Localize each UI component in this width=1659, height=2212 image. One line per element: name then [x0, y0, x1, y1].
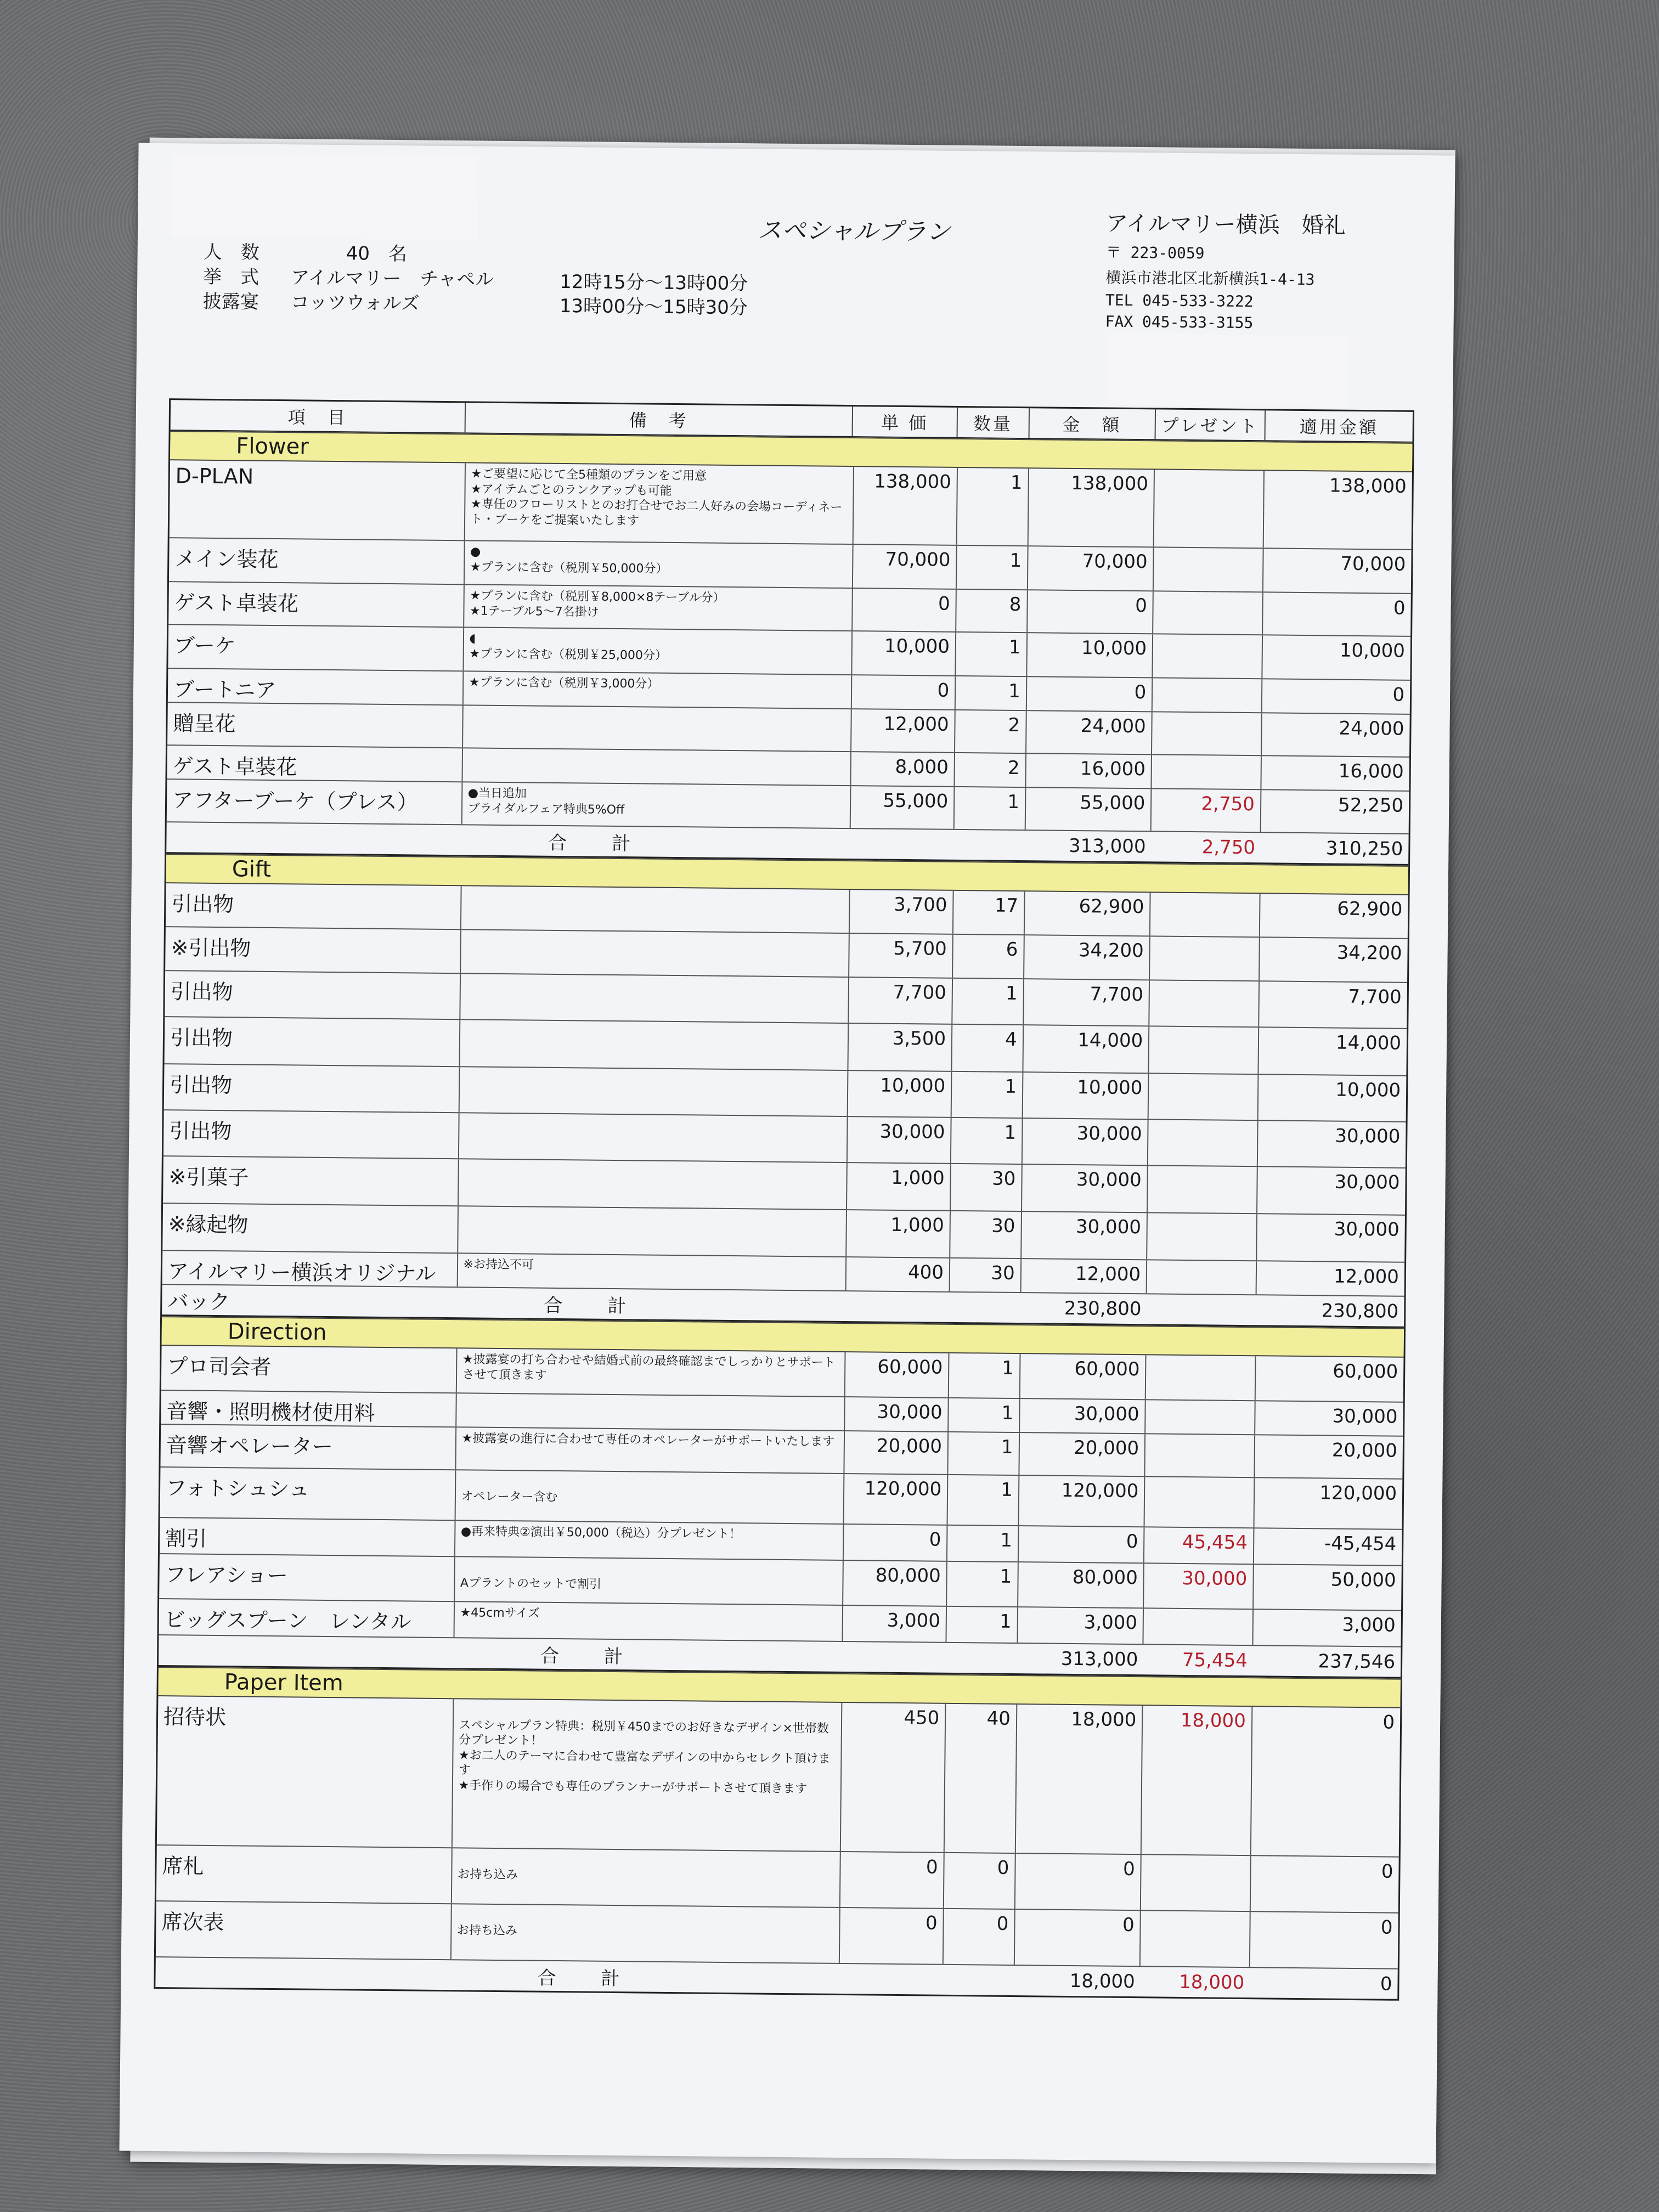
cell-amount: 80,000	[1018, 1562, 1144, 1607]
total-label: 合 計	[548, 832, 644, 855]
cell-qty: 1	[955, 787, 1026, 830]
cell-item: 音響・照明機材使用料	[161, 1391, 456, 1426]
section-flower	[165, 431, 1414, 866]
cell-applied: 52,250	[1338, 794, 1404, 817]
total-present: 75,454	[1182, 1649, 1248, 1672]
cell-present: 2,750	[1152, 789, 1261, 832]
total-label: 合 計	[544, 1294, 640, 1317]
cell-note: Aプラントのセットで割引	[455, 1557, 844, 1605]
cell-applied: 30,000	[1334, 1218, 1400, 1241]
cell-amount: 20,000	[1019, 1433, 1146, 1476]
cell-note	[459, 1159, 848, 1209]
cell-qty: 1	[952, 979, 1024, 1024]
cell-present	[1149, 1026, 1259, 1074]
section-gift	[160, 854, 1410, 1328]
cell-applied: 70,000	[1340, 552, 1406, 575]
cell-price: 80,000	[843, 1561, 947, 1606]
cell-amount: 24,000	[1026, 711, 1153, 754]
cell-price: 0	[839, 1908, 944, 1964]
cell-qty: 1	[947, 1562, 1018, 1606]
cell-amount: 12,000	[1021, 1259, 1147, 1293]
cell-item: ※縁起物	[162, 1204, 458, 1252]
cell-applied: 16,000	[1338, 760, 1404, 783]
hiroen-label: 披露宴	[202, 290, 259, 313]
cell-price: 1,000	[847, 1163, 951, 1210]
cell-price: 10,000	[848, 1071, 952, 1117]
cell-applied: 62,900	[1337, 898, 1403, 921]
cell-qty: 1	[957, 468, 1029, 545]
cell-price: 450	[840, 1703, 946, 1852]
section-title: Paper Item	[158, 1667, 1400, 1708]
cell-note: お持ち込み	[451, 1904, 840, 1963]
cell-note: ※お持込不可	[458, 1254, 847, 1290]
cell-amount: 138,000	[1028, 469, 1155, 546]
cell-note: ★披露宴の進行に合わせて専任のオペレーターがサポートいたします	[456, 1427, 845, 1473]
section-title: Flower	[170, 431, 1412, 472]
cell-applied: 12,000	[1333, 1265, 1400, 1288]
total-label: 合 計	[537, 1967, 633, 1990]
cell-amount: 30,000	[1022, 1165, 1148, 1212]
cell-item: 割引	[160, 1518, 455, 1556]
column-header-present: プレゼント	[1155, 409, 1266, 440]
cell-item: 招待状	[157, 1696, 454, 1847]
cell-price: 30,000	[847, 1117, 951, 1163]
ninzu-label: 人 数	[203, 241, 259, 264]
cell-note: お持ち込み	[452, 1848, 840, 1907]
cell-note: ●再来特典②演出￥50,000（税込）分プレゼント！	[455, 1521, 844, 1560]
cell-qty: 6	[953, 935, 1024, 978]
cell-qty: 1	[956, 676, 1027, 710]
cell-applied: 14,000	[1335, 1031, 1402, 1054]
cell-qty: 1	[948, 1475, 1020, 1525]
cell-note	[456, 1393, 845, 1430]
cell-price: 0	[843, 1525, 947, 1561]
cell-applied: 0	[1392, 684, 1405, 706]
cell-note	[460, 974, 849, 1023]
column-header-item: 項 目	[171, 400, 466, 432]
cell-note: ◖ ★プランに含む（税別￥25,000分）	[464, 628, 853, 674]
cell-price: 8,000	[851, 752, 955, 786]
cell-applied: 7,700	[1348, 985, 1402, 1008]
cell-note	[463, 706, 852, 751]
cell-present	[1148, 1166, 1257, 1213]
cell-item: プロ司会者	[161, 1346, 457, 1392]
cell-amount: 7,700	[1024, 979, 1150, 1025]
cell-item: 引出物	[165, 971, 460, 1019]
cell-note	[458, 1206, 847, 1256]
cell-applied: 10,000	[1339, 639, 1406, 662]
cell-qty: 1	[949, 1432, 1020, 1475]
cell-note	[459, 1067, 848, 1116]
cell-price: 70,000	[853, 545, 957, 589]
cell-present	[1144, 1609, 1254, 1645]
column-header-price: 単 価	[853, 407, 958, 437]
cell-qty: 0	[944, 1909, 1015, 1965]
cell-note	[461, 930, 850, 977]
cell-item: ※引菓子	[163, 1156, 459, 1205]
cell-note: オペレーター含む	[455, 1470, 844, 1523]
cell-qty: 2	[955, 710, 1026, 753]
cell-item: ビッグスプーン レンタル	[159, 1599, 455, 1637]
section-title: Direction	[162, 1316, 1404, 1358]
cell-qty: 40	[945, 1704, 1017, 1853]
cell-amount: 30,000	[1023, 1119, 1149, 1165]
cell-amount: 18,000	[1016, 1705, 1143, 1854]
cell-present	[1147, 1260, 1257, 1294]
cell-amount: 70,000	[1028, 546, 1154, 590]
total-applied: 237,546	[1318, 1650, 1396, 1673]
cell-price: 0	[851, 675, 956, 709]
cell-amount: 120,000	[1019, 1476, 1145, 1526]
cell-price: 1,000	[847, 1210, 951, 1257]
cell-note: ★披露宴の打ち合わせや結婚式前の最終確認までしっかりとサポートさせて頂きます	[456, 1348, 845, 1396]
cell-present	[1152, 712, 1262, 755]
cell-item: メイン装花	[169, 538, 465, 584]
cell-qty: 1	[949, 1353, 1020, 1398]
kyoshiki-label: 挙 式	[203, 266, 259, 289]
cell-price: 3,500	[848, 1024, 952, 1071]
column-header-applied: 適用金額	[1299, 416, 1379, 438]
cell-item: 引出物	[166, 883, 461, 929]
estimate-sheet	[119, 143, 1455, 2164]
column-header-amount: 金 額	[1029, 408, 1156, 439]
cell-item: 贈呈花	[167, 703, 463, 747]
cell-applied: 120,000	[1319, 1482, 1397, 1505]
cell-applied: 30,000	[1332, 1405, 1398, 1428]
cell-note: スペシャルプラン特典：税別￥450までのお好きなデザイン×世帯数分プレゼント！ ★お二人のテーマに合わせて豊富なデザインの中からセレクト頂けます ★手作りの場合でも専任のプランナーがサポートさせて頂きます	[452, 1699, 842, 1851]
total-amount: 313,000	[1068, 834, 1146, 858]
document-title: スペシャルプラン	[757, 216, 951, 246]
cell-applied: -45,454	[1324, 1532, 1397, 1555]
cell-price: 7,700	[849, 978, 953, 1024]
total-amount: 230,800	[1064, 1297, 1142, 1321]
cell-present	[1146, 1400, 1255, 1434]
total-amount: 18,000	[1069, 1970, 1135, 1993]
hiroen-value: コッツウォルズ	[290, 291, 420, 315]
company-tel: TEL 045-533-3222	[1105, 291, 1254, 311]
total-applied: 310,250	[1325, 837, 1403, 860]
cell-applied: 0	[1383, 1711, 1395, 1734]
cell-qty: 2	[955, 753, 1026, 787]
cell-price: 0	[840, 1852, 944, 1908]
cell-applied: 34,200	[1336, 941, 1402, 964]
cell-amount: 0	[1027, 677, 1153, 711]
cell-present	[1153, 591, 1263, 634]
cell-qty: 1	[947, 1526, 1019, 1561]
cell-item: ※引出物	[165, 927, 461, 973]
cell-applied: 3,000	[1342, 1613, 1396, 1637]
cell-note: ★プランに含む（税別￥3,000分）	[463, 672, 852, 708]
cell-present	[1152, 755, 1262, 789]
cell-qty: 30	[950, 1211, 1022, 1258]
hiroen-time: 13時00分～15時30分	[559, 295, 748, 319]
cell-present	[1147, 1213, 1257, 1260]
cell-present	[1150, 893, 1260, 936]
cell-note: ★ご要望に応じて全5種類のプランをご用意 ★アイテムごとのランクアップも可能 ★専任のフローリストとのお打合せでお二人好みの会場コーディネート・ブーケをご提案いたします	[465, 463, 854, 544]
cell-item: 音響オペレーター	[160, 1425, 456, 1469]
cell-applied: 0	[1381, 1860, 1393, 1883]
total-applied: 230,800	[1321, 1300, 1399, 1323]
cell-applied: 50,000	[1330, 1568, 1396, 1592]
cell-qty: 17	[953, 891, 1025, 934]
cell-present	[1146, 1434, 1255, 1477]
redacted-area	[171, 154, 478, 239]
cell-applied: 0	[1393, 597, 1406, 619]
cell-item: D-PLAN	[170, 460, 466, 540]
cell-item: ブーケ	[168, 625, 464, 670]
cell-price: 5,700	[849, 934, 953, 978]
company-fax: FAX 045-533-3155	[1105, 312, 1254, 332]
cell-applied: 24,000	[1339, 717, 1404, 740]
cell-qty: 4	[952, 1025, 1024, 1071]
cell-amount: 14,000	[1023, 1025, 1149, 1073]
cell-price: 400	[846, 1257, 950, 1291]
cell-amount: 30,000	[1020, 1399, 1146, 1433]
cell-amount: 0	[1015, 1854, 1142, 1910]
total-label: 合 計	[540, 1645, 636, 1668]
cell-present	[1145, 1477, 1255, 1527]
cell-note	[460, 1020, 849, 1070]
cell-item: 席次表	[156, 1901, 452, 1959]
cell-price: 10,000	[852, 631, 956, 675]
cell-item: 引出物	[165, 1017, 460, 1066]
cell-item: アイルマリー横浜オリジナルバック	[162, 1251, 458, 1286]
cell-applied: 20,000	[1331, 1439, 1398, 1462]
cell-qty: 30	[950, 1259, 1022, 1292]
cell-price: 12,000	[851, 709, 956, 752]
cell-item: 引出物	[163, 1110, 459, 1158]
table-row	[170, 460, 1412, 550]
cell-item: アフターブーケ（プレス）	[167, 780, 462, 824]
cell-item: ゲスト卓装花	[167, 746, 463, 781]
cell-applied: 138,000	[1329, 475, 1407, 498]
cell-price: 3,700	[849, 890, 953, 934]
total-amount: 313,000	[1060, 1647, 1138, 1671]
column-header-qty: 数量	[957, 408, 1029, 438]
cell-applied: 60,000	[1333, 1360, 1398, 1383]
cell-amount: 0	[1015, 1910, 1141, 1966]
cell-price: 120,000	[844, 1474, 948, 1525]
estimate-table	[154, 398, 1414, 2001]
cell-price: 55,000	[850, 786, 955, 829]
cell-applied: 30,000	[1334, 1171, 1400, 1194]
cell-qty: 0	[944, 1853, 1016, 1909]
cell-present	[1148, 1120, 1258, 1166]
sections-container	[154, 431, 1414, 2001]
cell-qty: 1	[947, 1607, 1018, 1643]
kyoshiki-value: アイルマリー チャペル	[291, 267, 494, 291]
total-applied: 0	[1380, 1973, 1392, 1995]
company-name: アイルマリー横浜 婚礼	[1106, 211, 1346, 239]
cell-amount: 60,000	[1020, 1354, 1147, 1399]
cell-qty: 1	[951, 1118, 1023, 1164]
section-direction	[157, 1316, 1406, 1679]
cell-applied: 0	[1380, 1916, 1393, 1939]
cell-note: ● ★プランに含む（税別￥50,000分）	[464, 541, 853, 588]
cell-item: フォトシュシュ	[160, 1468, 456, 1520]
cell-item: フレアショー	[159, 1554, 455, 1601]
cell-applied: 30,000	[1335, 1125, 1401, 1148]
total-present	[1147, 1309, 1256, 1310]
table-row	[157, 1696, 1401, 1858]
cell-present	[1146, 1355, 1256, 1400]
cell-price: 20,000	[844, 1431, 949, 1474]
cell-applied: 10,000	[1335, 1079, 1401, 1102]
cell-present	[1141, 1911, 1250, 1967]
company-postal: 〒 223-0059	[1105, 243, 1205, 263]
cell-price: 0	[853, 589, 957, 631]
cell-note	[462, 748, 851, 785]
cell-amount: 3,000	[1018, 1607, 1144, 1644]
cell-amount: 30,000	[1022, 1212, 1148, 1259]
column-header-note: 備 考	[465, 403, 853, 436]
cell-present: 30,000	[1144, 1564, 1254, 1609]
cell-price: 138,000	[853, 467, 958, 545]
cell-qty: 1	[957, 546, 1028, 589]
section-title: Gift	[166, 854, 1408, 895]
cell-present	[1149, 980, 1259, 1026]
cell-present	[1153, 634, 1263, 678]
cell-qty: 8	[956, 590, 1028, 632]
cell-note: ★45cmサイズ	[454, 1602, 843, 1641]
cell-qty: 1	[956, 633, 1027, 676]
cell-amount: 0	[1019, 1526, 1145, 1562]
cell-qty: 30	[951, 1164, 1022, 1211]
cell-price: 60,000	[845, 1352, 949, 1397]
cell-item: ゲスト卓装花	[168, 582, 464, 627]
cell-amount: 16,000	[1026, 754, 1152, 788]
cell-present	[1150, 936, 1260, 980]
cell-item: 引出物	[164, 1064, 460, 1112]
cell-amount: 10,000	[1023, 1073, 1149, 1119]
kyoshiki-time: 12時15分～13時00分	[560, 270, 748, 295]
cell-present	[1154, 470, 1265, 548]
total-present: 2,750	[1201, 836, 1256, 859]
cell-present	[1154, 548, 1263, 591]
cell-amount: 62,900	[1025, 891, 1151, 935]
cell-present: 45,454	[1144, 1527, 1254, 1564]
cell-price: 3,000	[843, 1606, 947, 1642]
cell-present: 18,000	[1142, 1706, 1252, 1855]
cell-amount: 55,000	[1025, 788, 1152, 831]
cell-note: ●当日追加 ブライダルフェア特典5%Off	[462, 782, 851, 828]
redacted-area	[1107, 334, 1349, 407]
total-present: 18,000	[1179, 1971, 1245, 1994]
cell-amount: 10,000	[1027, 633, 1153, 677]
cell-qty: 1	[952, 1072, 1023, 1118]
company-block	[1105, 206, 1346, 333]
cell-note: ★プランに含む（税別￥8,000×8テーブル分） ★1テーブル5～7名掛け	[464, 585, 853, 630]
cell-amount: 0	[1028, 590, 1154, 633]
cell-note	[459, 1113, 848, 1162]
cell-present	[1149, 1074, 1259, 1120]
cell-amount: 34,200	[1024, 935, 1150, 979]
ninzu-value: 40 名	[346, 242, 408, 266]
cell-present	[1153, 678, 1262, 712]
cell-price: 30,000	[845, 1397, 949, 1431]
cell-present	[1141, 1855, 1251, 1911]
cell-item: ブートニア	[168, 669, 464, 704]
section-paper-item	[154, 1667, 1402, 2001]
company-address: 横浜市港北区北新横浜1-4-13	[1105, 268, 1315, 289]
cell-qty: 1	[949, 1398, 1020, 1432]
cell-item: 席札	[156, 1846, 452, 1903]
cell-note	[461, 886, 850, 933]
